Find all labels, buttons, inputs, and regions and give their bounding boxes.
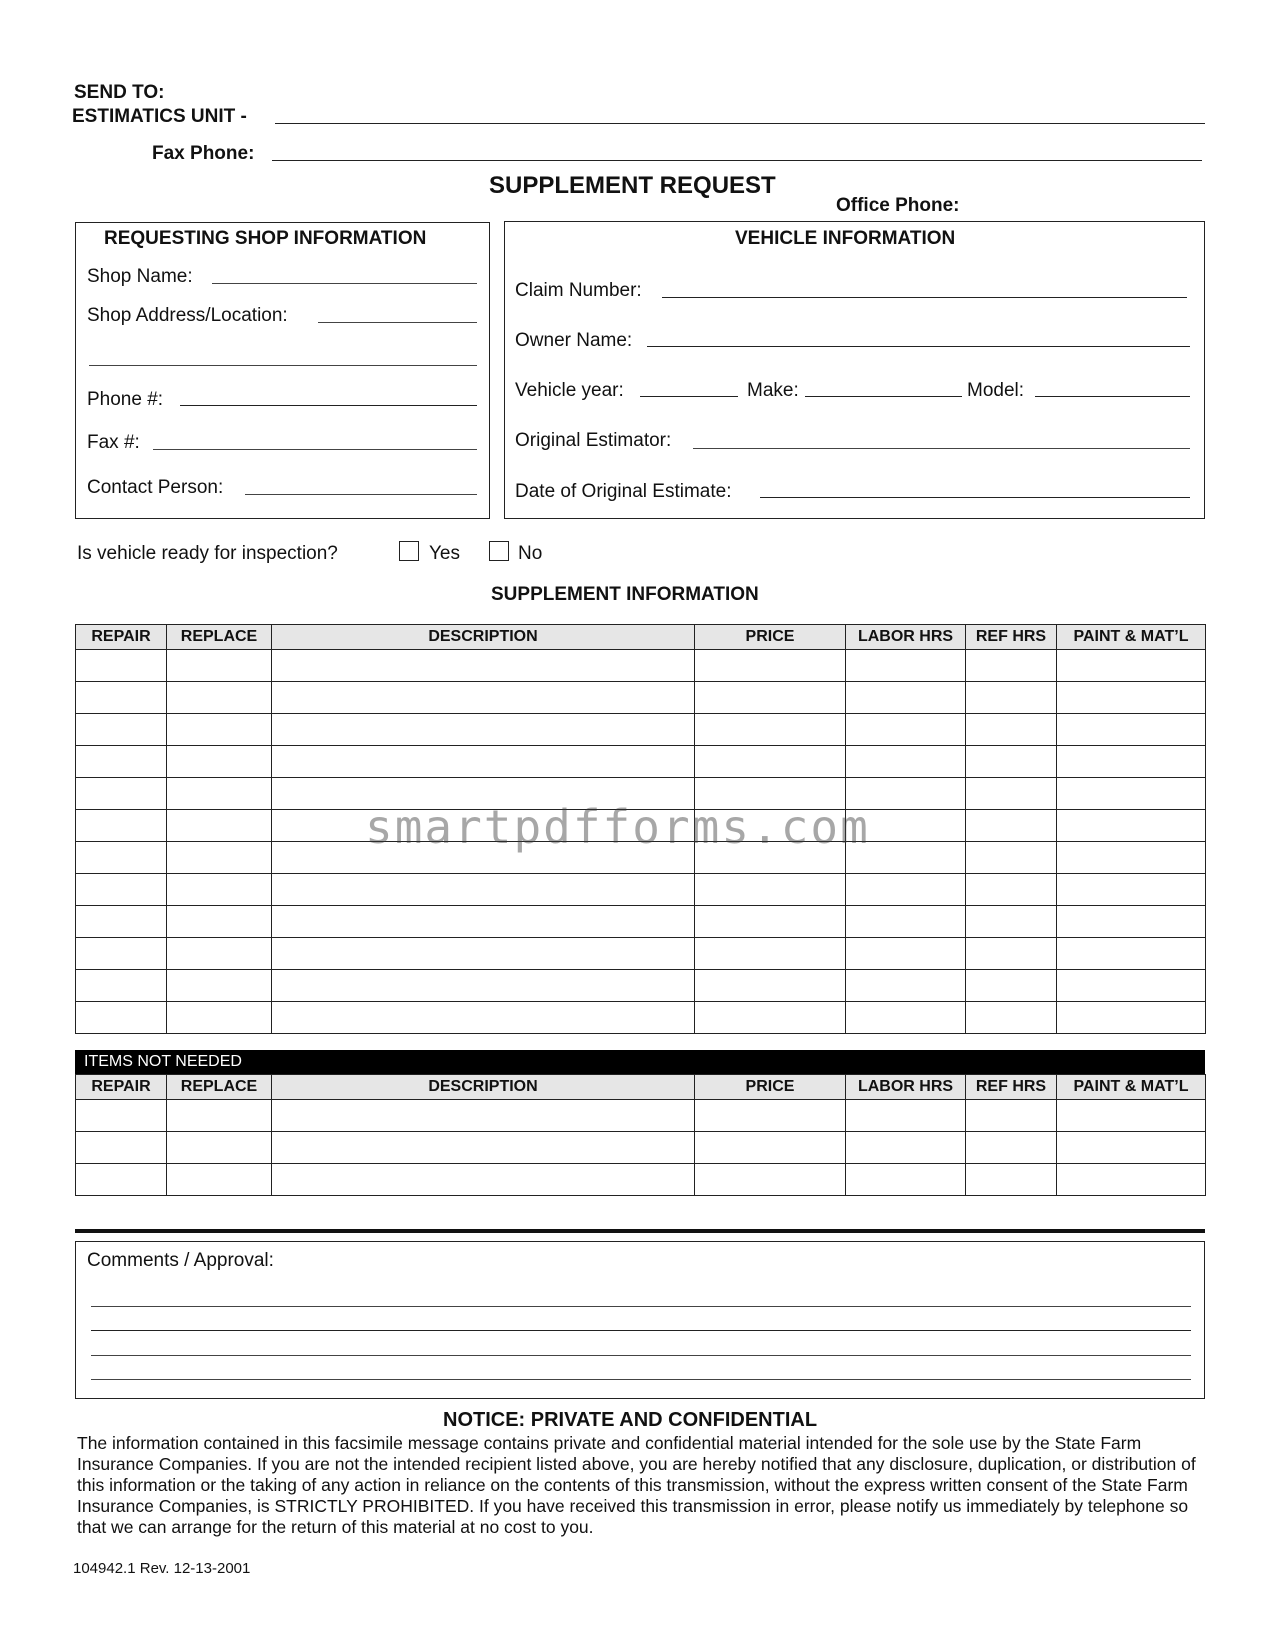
table-cell[interactable] bbox=[1057, 1002, 1206, 1034]
table-cell[interactable] bbox=[76, 874, 167, 906]
table-cell[interactable] bbox=[167, 714, 272, 746]
table-cell[interactable] bbox=[272, 1002, 695, 1034]
table-cell[interactable] bbox=[695, 714, 846, 746]
send-to-label: SEND TO: bbox=[74, 82, 165, 103]
table-cell[interactable] bbox=[846, 970, 966, 1002]
vehicle-info-heading: VEHICLE INFORMATION bbox=[735, 228, 956, 249]
supplement-header-row bbox=[76, 625, 1206, 650]
table-cell[interactable] bbox=[167, 746, 272, 778]
make-label: Make: bbox=[747, 380, 799, 401]
original-estimator-label: Original Estimator: bbox=[515, 430, 672, 451]
table-cell[interactable] bbox=[167, 1100, 272, 1132]
date-original-estimate-field[interactable] bbox=[760, 497, 1190, 498]
shop-name-field[interactable] bbox=[212, 283, 477, 284]
table-row bbox=[76, 682, 1206, 714]
items-not-needed-header-row bbox=[76, 1075, 1206, 1100]
estimatics-unit-field[interactable] bbox=[275, 123, 1205, 124]
table-cell[interactable] bbox=[1057, 906, 1206, 938]
table-cell[interactable] bbox=[167, 874, 272, 906]
table-cell[interactable] bbox=[76, 1164, 167, 1196]
table-cell[interactable] bbox=[966, 650, 1057, 682]
table-cell[interactable] bbox=[1057, 874, 1206, 906]
table-cell[interactable] bbox=[966, 970, 1057, 1002]
owner-name-field[interactable] bbox=[647, 346, 1190, 347]
section-divider bbox=[75, 1229, 1205, 1233]
table-cell[interactable] bbox=[846, 746, 966, 778]
vehicle-info-box bbox=[504, 221, 1205, 519]
table-cell[interactable] bbox=[846, 1132, 966, 1164]
col-repair: REPAIR bbox=[76, 1075, 167, 1100]
table-row bbox=[76, 1132, 1206, 1164]
table-cell[interactable] bbox=[695, 1002, 846, 1034]
fax-label: Fax #: bbox=[87, 432, 140, 453]
table-cell[interactable] bbox=[1057, 938, 1206, 970]
table-row bbox=[76, 1002, 1206, 1034]
comments-line[interactable] bbox=[91, 1330, 1191, 1331]
col-paint-matl: PAINT & MAT’L bbox=[1057, 625, 1206, 650]
fax-field[interactable] bbox=[153, 449, 477, 450]
table-cell[interactable] bbox=[695, 970, 846, 1002]
table-cell[interactable] bbox=[846, 650, 966, 682]
yes-checkbox[interactable] bbox=[399, 541, 419, 561]
table-cell[interactable] bbox=[167, 650, 272, 682]
table-cell[interactable] bbox=[966, 938, 1057, 970]
make-field[interactable] bbox=[805, 396, 962, 397]
col-price: PRICE bbox=[695, 1075, 846, 1100]
table-cell[interactable] bbox=[966, 842, 1057, 874]
col-ref-hrs: REF HRS bbox=[966, 1075, 1057, 1100]
form-number: 104942.1 Rev. 12-13-2001 bbox=[73, 1560, 251, 1577]
items-not-needed-bar bbox=[75, 1050, 1205, 1074]
table-cell[interactable] bbox=[966, 1002, 1057, 1034]
comments-label: Comments / Approval: bbox=[87, 1250, 274, 1271]
table-cell[interactable] bbox=[76, 906, 167, 938]
table-cell[interactable] bbox=[695, 938, 846, 970]
table-cell[interactable] bbox=[966, 778, 1057, 810]
table-cell[interactable] bbox=[1057, 810, 1206, 842]
table-cell[interactable] bbox=[272, 1132, 695, 1164]
table-cell[interactable] bbox=[167, 1132, 272, 1164]
table-cell[interactable] bbox=[695, 650, 846, 682]
no-label: No bbox=[518, 543, 543, 564]
table-cell[interactable] bbox=[966, 714, 1057, 746]
vehicle-year-label: Vehicle year: bbox=[515, 380, 624, 401]
table-cell[interactable] bbox=[1057, 650, 1206, 682]
col-paint-matl: PAINT & MAT’L bbox=[1057, 1075, 1206, 1100]
table-cell[interactable] bbox=[167, 938, 272, 970]
table-row bbox=[76, 1164, 1206, 1196]
table-row bbox=[76, 714, 1206, 746]
table-cell[interactable] bbox=[167, 1164, 272, 1196]
table-cell[interactable] bbox=[966, 1164, 1057, 1196]
table-cell[interactable] bbox=[966, 810, 1057, 842]
table-cell[interactable] bbox=[846, 1164, 966, 1196]
table-cell[interactable] bbox=[76, 1132, 167, 1164]
no-checkbox[interactable] bbox=[489, 541, 509, 561]
table-row bbox=[76, 874, 1206, 906]
phone-label: Phone #: bbox=[87, 389, 164, 410]
table-cell[interactable] bbox=[966, 746, 1057, 778]
shop-address-field[interactable] bbox=[318, 322, 477, 323]
col-price: PRICE bbox=[695, 625, 846, 650]
table-cell[interactable] bbox=[167, 778, 272, 810]
col-labor-hrs: LABOR HRS bbox=[846, 1075, 966, 1100]
shop-name-label: Shop Name: bbox=[87, 266, 193, 287]
watermark: smartpdfforms.com bbox=[365, 800, 870, 854]
notice-heading: NOTICE: PRIVATE AND CONFIDENTIAL bbox=[443, 1409, 818, 1431]
col-replace: REPLACE bbox=[167, 625, 272, 650]
contact-person-label: Contact Person: bbox=[87, 477, 224, 498]
table-cell[interactable] bbox=[167, 906, 272, 938]
table-cell[interactable] bbox=[846, 1002, 966, 1034]
shop-info-heading: REQUESTING SHOP INFORMATION bbox=[104, 228, 427, 249]
table-cell[interactable] bbox=[1057, 1164, 1206, 1196]
table-cell[interactable] bbox=[272, 906, 695, 938]
items-not-needed-table bbox=[75, 1074, 1206, 1196]
table-cell[interactable] bbox=[167, 1002, 272, 1034]
table-cell[interactable] bbox=[76, 1002, 167, 1034]
table-row bbox=[76, 938, 1206, 970]
table-cell[interactable] bbox=[846, 906, 966, 938]
table-cell[interactable] bbox=[167, 970, 272, 1002]
model-field[interactable] bbox=[1035, 396, 1190, 397]
comments-line[interactable] bbox=[91, 1379, 1191, 1380]
table-cell[interactable] bbox=[76, 938, 167, 970]
fax-phone-field[interactable] bbox=[272, 160, 1202, 161]
owner-name-label: Owner Name: bbox=[515, 330, 633, 351]
col-description: DESCRIPTION bbox=[272, 625, 695, 650]
col-replace: REPLACE bbox=[167, 1075, 272, 1100]
table-cell[interactable] bbox=[272, 650, 695, 682]
table-cell[interactable] bbox=[1057, 842, 1206, 874]
col-labor-hrs: LABOR HRS bbox=[846, 625, 966, 650]
table-cell[interactable] bbox=[966, 1132, 1057, 1164]
table-cell[interactable] bbox=[1057, 746, 1206, 778]
contact-person-field[interactable] bbox=[245, 494, 477, 495]
table-cell[interactable] bbox=[76, 778, 167, 810]
vehicle-year-field[interactable] bbox=[640, 396, 738, 397]
office-phone-label: Office Phone: bbox=[836, 195, 960, 216]
col-ref-hrs: REF HRS bbox=[966, 625, 1057, 650]
table-cell[interactable] bbox=[966, 906, 1057, 938]
table-cell[interactable] bbox=[76, 650, 167, 682]
table-cell[interactable] bbox=[76, 810, 167, 842]
table-row bbox=[76, 1100, 1206, 1132]
table-cell[interactable] bbox=[76, 842, 167, 874]
table-cell[interactable] bbox=[695, 906, 846, 938]
model-label: Model: bbox=[967, 380, 1025, 401]
table-cell[interactable] bbox=[1057, 778, 1206, 810]
table-cell[interactable] bbox=[966, 682, 1057, 714]
table-cell[interactable] bbox=[272, 682, 695, 714]
original-estimator-field[interactable] bbox=[693, 448, 1190, 449]
table-cell[interactable] bbox=[272, 970, 695, 1002]
table-cell[interactable] bbox=[846, 682, 966, 714]
table-cell[interactable] bbox=[966, 1100, 1057, 1132]
shop-address-field-line2[interactable] bbox=[89, 365, 477, 366]
table-cell[interactable] bbox=[272, 874, 695, 906]
table-cell[interactable] bbox=[76, 714, 167, 746]
table-cell[interactable] bbox=[1057, 682, 1206, 714]
phone-field[interactable] bbox=[180, 405, 477, 406]
table-cell[interactable] bbox=[695, 746, 846, 778]
table-cell[interactable] bbox=[167, 842, 272, 874]
supplement-heading: SUPPLEMENT INFORMATION bbox=[491, 584, 759, 605]
table-cell[interactable] bbox=[76, 1100, 167, 1132]
table-cell[interactable] bbox=[1057, 1132, 1206, 1164]
table-cell[interactable] bbox=[76, 746, 167, 778]
claim-number-field[interactable] bbox=[662, 297, 1187, 298]
table-cell[interactable] bbox=[846, 714, 966, 746]
col-repair: REPAIR bbox=[76, 625, 167, 650]
table-row bbox=[76, 906, 1206, 938]
table-cell[interactable] bbox=[1057, 970, 1206, 1002]
fax-phone-label: Fax Phone: bbox=[152, 143, 255, 164]
inspection-question: Is vehicle ready for inspection? bbox=[77, 543, 338, 564]
yes-label: Yes bbox=[429, 543, 460, 564]
table-cell[interactable] bbox=[695, 874, 846, 906]
page-title: SUPPLEMENT REQUEST bbox=[489, 172, 776, 199]
table-row bbox=[76, 650, 1206, 682]
notice-text: The information contained in this facsimile message contains private and confidential material intended for the sole use by the State Farm Insurance Companies. If you are not the intended recipient listed above, you are hereby notified that any disclosure, duplication, or distribution of this information or the taking of any action in reliance on the contents of this transmission, without the express written consent of the State Farm Insurance Companies, is STRICTLY PROHIBITED. If you have received this transmission in error, please notify us immediately by telephone so that we can arrange for the return of this material at no cost to you. bbox=[77, 1433, 1196, 1537]
table-cell[interactable] bbox=[272, 746, 695, 778]
table-cell[interactable] bbox=[695, 1132, 846, 1164]
table-cell[interactable] bbox=[1057, 714, 1206, 746]
estimatics-unit-label: ESTIMATICS UNIT - bbox=[72, 106, 247, 127]
table-cell[interactable] bbox=[846, 1100, 966, 1132]
table-row bbox=[76, 970, 1206, 1002]
claim-number-label: Claim Number: bbox=[515, 280, 642, 301]
table-cell[interactable] bbox=[846, 874, 966, 906]
date-original-estimate-label: Date of Original Estimate: bbox=[515, 481, 732, 502]
table-cell[interactable] bbox=[846, 938, 966, 970]
table-cell[interactable] bbox=[272, 1100, 695, 1132]
table-cell[interactable] bbox=[76, 682, 167, 714]
table-cell[interactable] bbox=[167, 682, 272, 714]
comments-line[interactable] bbox=[91, 1355, 1191, 1356]
table-cell[interactable] bbox=[167, 810, 272, 842]
comments-line[interactable] bbox=[91, 1306, 1191, 1307]
table-cell[interactable] bbox=[76, 970, 167, 1002]
table-cell[interactable] bbox=[695, 1100, 846, 1132]
col-description: DESCRIPTION bbox=[272, 1075, 695, 1100]
items-not-needed-label: ITEMS NOT NEEDED bbox=[84, 1053, 242, 1070]
table-row bbox=[76, 746, 1206, 778]
table-cell[interactable] bbox=[272, 714, 695, 746]
table-cell[interactable] bbox=[1057, 1100, 1206, 1132]
table-cell[interactable] bbox=[966, 874, 1057, 906]
table-cell[interactable] bbox=[695, 1164, 846, 1196]
table-cell[interactable] bbox=[695, 682, 846, 714]
table-cell[interactable] bbox=[272, 1164, 695, 1196]
table-cell[interactable] bbox=[272, 938, 695, 970]
shop-address-label: Shop Address/Location: bbox=[87, 305, 288, 326]
